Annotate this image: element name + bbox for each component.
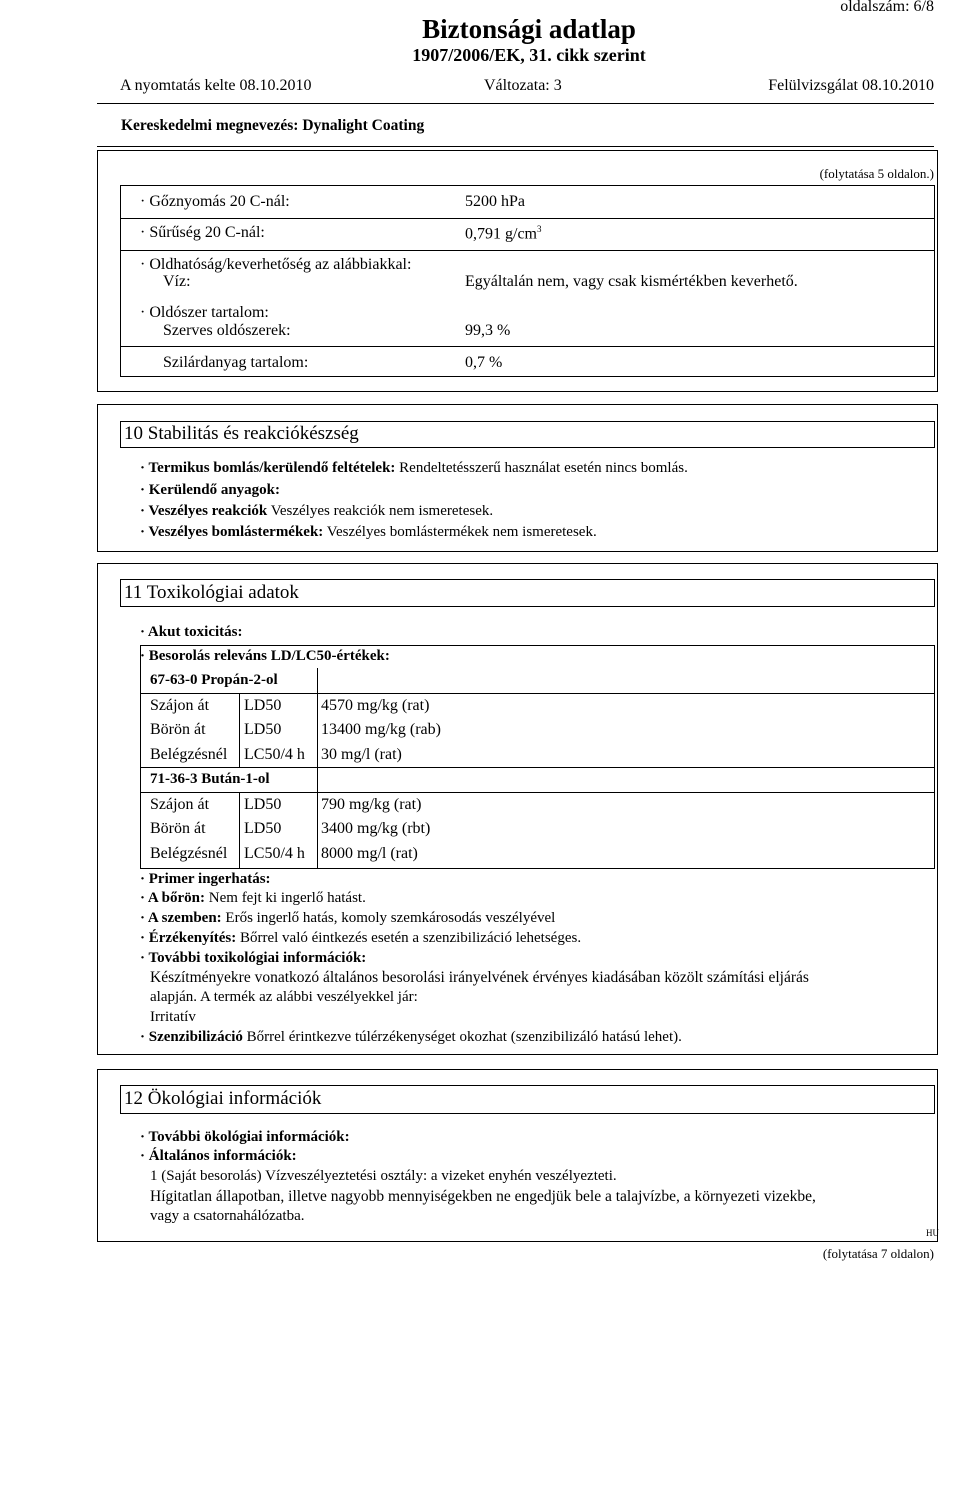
thermal-value: Rendeltetésszerű használat esetén nincs bomlás. xyxy=(399,460,688,476)
density-exponent: 3 xyxy=(537,224,542,234)
solids-label: Szilárdanyag tartalom: xyxy=(163,354,309,371)
document-title: Biztonsági adatlap xyxy=(422,14,636,44)
water-value: Egyáltalán nem, vagy csak kismértékben keverhető. xyxy=(465,273,798,290)
eye-label: · A szemben: xyxy=(140,910,222,926)
decomposition-value: Veszélyes bomlástermékek nem ismeretesek. xyxy=(326,524,597,540)
avoid-label: · Kerülendő anyagok: xyxy=(140,482,281,498)
trade-name: Kereskedelmi megnevezés: Dynalight Coating xyxy=(121,117,425,134)
acute-toxicity-label: · Akut toxicitás: xyxy=(140,624,243,640)
reactions-value: Veszélyes reakciók nem ismeretesek. xyxy=(270,503,494,519)
s2-r3-value: 8000 mg/l (rat) xyxy=(321,845,418,862)
sensitivity-label: · Érzékenyítés: xyxy=(140,930,237,946)
eco-line-3: vagy a csatornahálózatba. xyxy=(150,1208,305,1224)
sensitization-label: · Szenzibilizáció xyxy=(140,1029,243,1045)
density-value xyxy=(465,224,542,243)
version: Változata: 3 xyxy=(484,77,562,94)
s2-r3-type: LC50/4 h xyxy=(244,845,305,862)
thermal-line xyxy=(140,460,688,477)
country-code: HU xyxy=(926,1228,939,1238)
further-tox-line-2: alapján. A termék az alábbi veszélyekkel jár: xyxy=(150,989,418,1005)
decomposition-label: · Veszélyes bomlástermékek: xyxy=(140,524,324,540)
section-12-title: 12 Ökológiai információk xyxy=(124,1088,322,1109)
skin-line xyxy=(140,890,366,907)
solvent-label: · Oldószer tartalom: xyxy=(140,304,269,321)
sensitization-line xyxy=(140,1029,682,1046)
eco-further-label: · További ökológiai információk: xyxy=(140,1129,350,1145)
s1-r3-type: LC50/4 h xyxy=(244,746,305,763)
eco-line-1: 1 (Saját besorolás) Vízveszélyeztetési osztály: a vizeket enyhén veszélyezteti. xyxy=(150,1168,617,1184)
solids-value: 0,7 % xyxy=(465,354,503,371)
s1-r1-route: Szájon át xyxy=(150,697,210,714)
s2-r2-type: LD50 xyxy=(244,820,282,837)
s2-r1-value: 790 mg/kg (rat) xyxy=(321,796,422,813)
further-tox-line-1: Készítményekre vonatkozó általános besorolási irányelvének érvényes kiadásában közölt számítási eljárás xyxy=(150,969,809,986)
skin-label: · A bőrön: xyxy=(140,890,206,906)
s2-r1-route: Szájon át xyxy=(150,796,210,813)
s2-r2-route: Börön át xyxy=(150,820,206,837)
section-11-title: 11 Toxikológiai adatok xyxy=(124,582,299,603)
eye-value: Erős ingerlő hatás, komoly szemkárosodás veszélyével xyxy=(225,910,556,926)
section-10-title: 10 Stabilitás és reakciókészség xyxy=(124,423,359,444)
page-number: oldalszám: 6/8 xyxy=(840,0,934,15)
further-tox-line-3: Irritatív xyxy=(150,1009,196,1025)
s2-r2-value: 3400 mg/kg (rbt) xyxy=(321,820,431,837)
s1-r2-route: Börön át xyxy=(150,721,206,738)
eye-line xyxy=(140,910,555,927)
decomposition-line xyxy=(140,524,597,541)
s1-r1-value: 4570 mg/kg (rat) xyxy=(321,697,430,714)
substance-1-name-border xyxy=(140,668,318,694)
thermal-label: · Termikus bomlás/kerülendő feltételek: xyxy=(140,460,396,476)
s1-r1-type: LD50 xyxy=(244,697,282,714)
reactions-line xyxy=(140,503,493,520)
reactions-label: · Veszélyes reakciók xyxy=(140,503,268,519)
eco-line-2: Hígitatlan állapotban, illetve nagyobb mennyiségekben ne engedjük bele a talajvízbe, a környezeti vizekbe, xyxy=(150,1188,816,1205)
sensitization-value: Bőrrel érintkezve túlérzékenységet okozhat (szenzibilizáló hatású lehet). xyxy=(246,1029,682,1045)
continued-from: (folytatása 5 oldalon.) xyxy=(819,166,934,181)
review-date: Felülvizsgálat 08.10.2010 xyxy=(768,77,934,94)
density-number: 0,791 g/cm xyxy=(465,225,537,243)
print-date: A nyomtatás kelte 08.10.2010 xyxy=(120,77,312,94)
header-divider xyxy=(97,103,934,104)
s2-r1-type: LD50 xyxy=(244,796,282,813)
trade-name-divider xyxy=(97,146,934,147)
continued-to: (folytatása 7 oldalon) xyxy=(822,1246,934,1261)
density-label: · Sűrűség 20 C-nál: xyxy=(140,224,265,241)
classification-label: · Besorolás releváns LD/LC50-értékek: xyxy=(140,648,390,664)
primary-effect-label: · Primer ingerhatás: xyxy=(140,871,271,887)
water-label: Víz: xyxy=(163,273,191,290)
s1-r3-route: Belégzésnél xyxy=(150,746,228,763)
document-subtitle: 1907/2006/EK, 31. cikk szerint xyxy=(412,45,646,65)
vapor-pressure-value: 5200 hPa xyxy=(465,193,525,210)
substance-2-name-border xyxy=(140,767,318,793)
organic-solvents-label: Szerves oldószerek: xyxy=(163,322,291,339)
substance-1-name: 67-63-0 Propán-2-ol xyxy=(150,672,278,688)
sensitivity-line xyxy=(140,930,581,947)
s2-r3-route: Belégzésnél xyxy=(150,845,228,862)
eco-general-label: · Általános információk: xyxy=(140,1148,297,1164)
s1-r2-value: 13400 mg/kg (rab) xyxy=(321,721,441,738)
s1-r2-type: LD50 xyxy=(244,721,282,738)
sensitivity-value: Bőrrel való éintkezés esetén a szenzibilizáció lehetséges. xyxy=(239,930,582,946)
solubility-label: · Oldhatóság/keverhetőség az alábbiakkal: xyxy=(140,256,412,273)
vapor-pressure-label: · Gőznyomás 20 C-nál: xyxy=(140,193,290,210)
substance-2-name: 71-36-3 Bután-1-ol xyxy=(150,771,270,787)
skin-value: Nem fejt ki ingerlő hatást. xyxy=(208,890,366,906)
organic-solvents-value: 99,3 % xyxy=(465,322,511,339)
further-tox-label: · További toxikológiai információk: xyxy=(140,950,367,966)
s1-r3-value: 30 mg/l (rat) xyxy=(321,746,402,763)
